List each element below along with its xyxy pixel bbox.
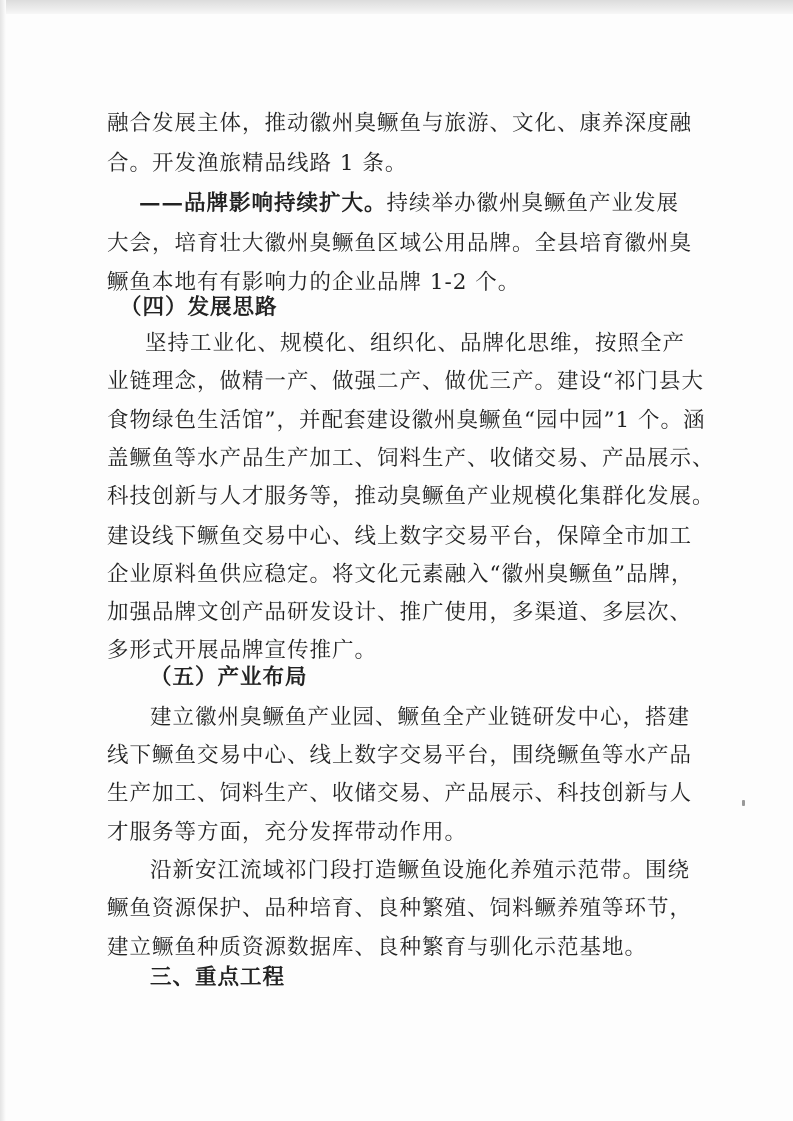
paragraph-line: 建设线下鳜鱼交易中心、线上数字交易平台，保障全市加工 — [107, 524, 693, 549]
paragraph-line: 企业原料鱼供应稳定。将文化元素融入“徽州臭鳜鱼”品牌， — [107, 562, 694, 587]
paragraph-line: 食物绿色生活馆”，并配套建设徽州臭鳜鱼“园中园”1 个。涵 — [107, 408, 706, 433]
paragraph-line: 科技创新与人才服务等，推动臭鳜鱼产业规模化集群化发展。 — [107, 484, 715, 509]
paragraph-text: 持续举办徽州臭鳜鱼产业发展 — [386, 191, 680, 216]
paragraph-line: 业链理念，做精一产、做强二产、做优三产。建设“祁门县大 — [107, 369, 704, 394]
section-heading: （五）产业布局 — [150, 665, 308, 690]
paragraph-line: 大会，培育壮大徽州臭鳜鱼区域公用品牌。全县培育徽州臭 — [107, 231, 693, 256]
paragraph-line: 鳜鱼资源保护、品种培育、良种繁殖、饲料鳜养殖等环节， — [107, 896, 693, 921]
paragraph-line: 生产加工、饲料生产、收储交易、产品展示、科技创新与人 — [107, 781, 693, 806]
bold-lead-phrase: ——品牌影响持续扩大。 — [139, 191, 387, 216]
paragraph-line: 融合发展主体，推动徽州臭鳜鱼与旅游、文化、康养深度融 — [107, 111, 693, 136]
paragraph-line: 沿新安江流域祁门段打造鳜鱼设施化养殖示范带。围绕 — [150, 858, 691, 883]
paragraph-line: 多形式开展品牌宣传推广。 — [107, 638, 378, 663]
scan-edge-top — [0, 0, 793, 14]
chapter-heading: 三、重点工程 — [150, 965, 286, 990]
paragraph-line: 建立徽州臭鳜鱼产业园、鳜鱼全产业链研发中心，搭建 — [150, 705, 691, 730]
paragraph-line: 盖鳜鱼等水产品生产加工、饲料生产、收储交易、产品展示、 — [107, 446, 715, 471]
paragraph-line: 加强品牌文创产品研发设计、推广使用，多渠道、多层次、 — [107, 600, 693, 625]
scan-edge-left — [0, 0, 6, 1121]
paragraph-line: 线下鳜鱼交易中心、线上数字交易平台，围绕鳜鱼等水产品 — [107, 743, 693, 768]
section-heading: （四）发展思路 — [120, 295, 278, 320]
paragraph-line — [139, 191, 679, 217]
paragraph-line: 鳜鱼本地有有影响力的企业品牌 1-2 个。 — [107, 270, 521, 295]
paragraph-line: 建立鳜鱼种质资源数据库、良种繁育与驯化示范基地。 — [107, 935, 648, 960]
paragraph-line: 才服务等方面，充分发挥带动作用。 — [107, 820, 468, 845]
scan-speck — [742, 800, 745, 806]
paragraph-line: 坚持工业化、规模化、组织化、品牌化思维，按照全产 — [145, 331, 686, 356]
paragraph-line: 合。开发渔旅精品线路 1 条。 — [107, 151, 408, 176]
